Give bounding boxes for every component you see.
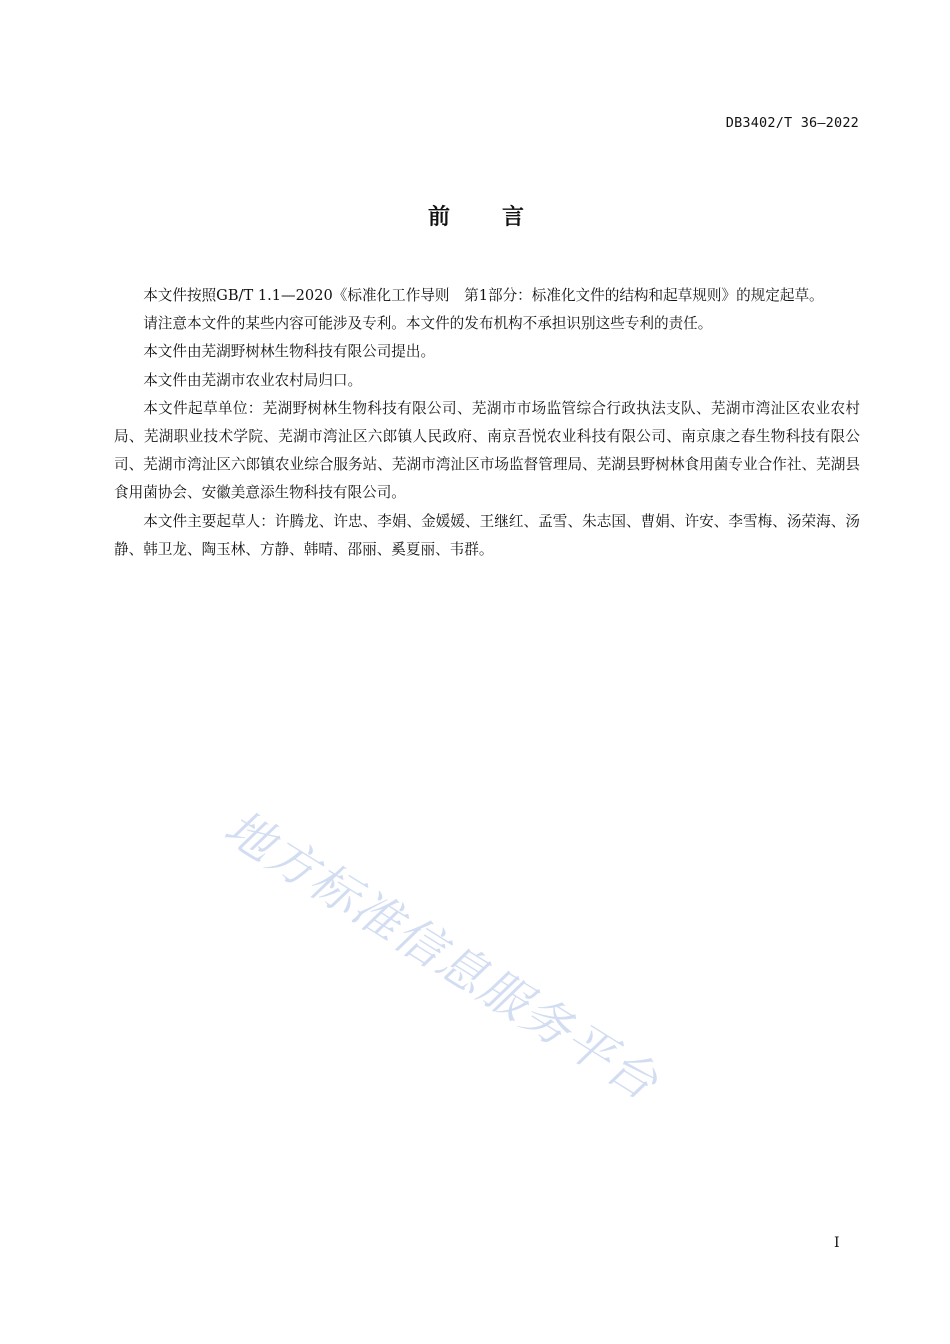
page-title: 前言 [427,205,576,230]
paragraph-drafting-rule: 本文件按照GB/T 1.1—2020《标准化工作导则 第1部分：标准化文件的结构和起草规则》的规定起草。 [143,287,824,304]
foreword-body [114,282,860,564]
paragraph-proposer: 本文件由芜湖野树林生物科技有限公司提出。 [143,343,436,361]
paragraph-administrator: 本文件由芜湖市农业农村局归口。 [143,371,363,389]
document-code: DB3402/T 36—2022 [725,115,859,131]
page-number: I [834,1235,840,1251]
paragraph-drafters: 本文件主要起草人：许腾龙、许忠、李娟、金媛媛、王继红、孟雪、朱志国、曹娟、许安、李雪梅、汤荣海、汤静、韩卫龙、陶玉林、方静、韩晴、邵丽、奚夏丽、韦群。 [114,512,860,558]
paragraph-drafting-units: 本文件起草单位：芜湖野树林生物科技有限公司、芜湖市市场监管综合行政执法支队、芜湖市湾沚区农业农村局、芜湖职业技术学院、芜湖市湾沚区六郎镇人民政府、南京吾悦农业科技有限公司、南京康之春生物科技有限公司、芜湖市湾沚区六郎镇农业综合服务站、芜湖市湾沚区市场监督管理局、芜湖县野树林食用菌专业合作社、芜湖县食用菌协会、安徽美意添生物科技有限公司。 [114,399,860,502]
paragraph-patent-notice: 请注意本文件的某些内容可能涉及专利。本文件的发布机构不承担识别这些专利的责任。 [143,315,713,333]
watermark: 地方标准信息服务平台 [214,799,669,1112]
